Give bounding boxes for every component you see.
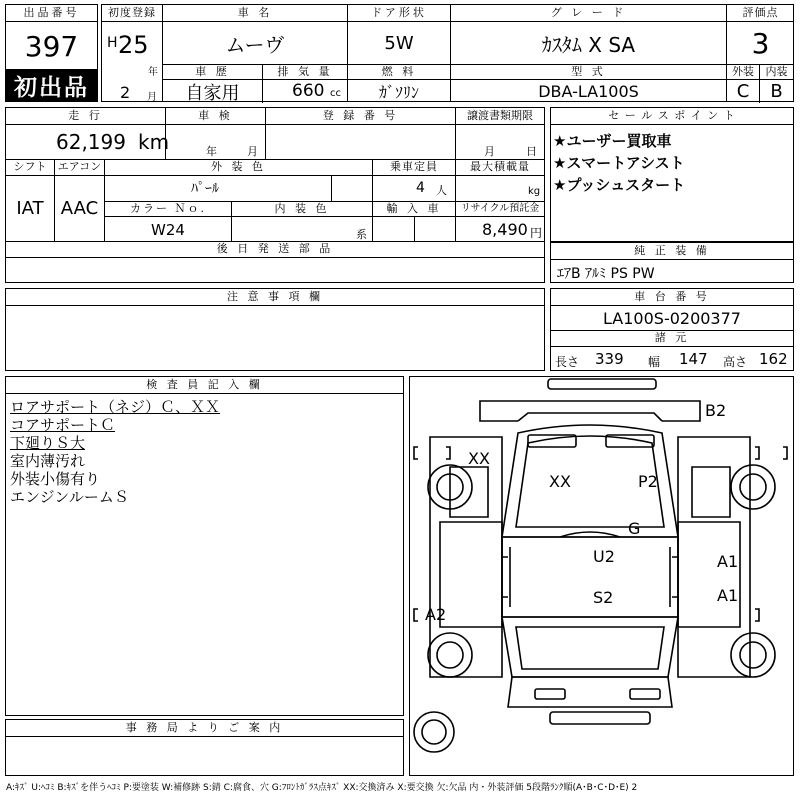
sales-point-item: ★プッシュスタート bbox=[553, 176, 686, 194]
recycle-deposit-unit: 円 bbox=[530, 226, 543, 240]
score: 3 bbox=[751, 26, 770, 60]
vehicle-detail-grid bbox=[5, 107, 545, 283]
year-unit: 年 bbox=[148, 67, 158, 78]
first-listing-badge: 初出品 bbox=[6, 69, 97, 102]
first-registration-year: 25 bbox=[118, 31, 149, 59]
transfer-deadline-label: 譲渡書類期限 bbox=[467, 109, 533, 122]
color-number-label: カラー Ｎｏ. bbox=[130, 202, 206, 215]
inspector-notes-label: 検 査 員 記 入 欄 bbox=[146, 378, 263, 391]
exterior-color-label: 外 装 色 bbox=[211, 160, 266, 173]
score-label: 評価点 bbox=[742, 6, 779, 19]
exterior-color: ﾊﾟｰﾙ bbox=[191, 181, 219, 197]
grade-label: グ レ ー ド bbox=[550, 6, 627, 19]
first-registration-label: 初度登録 bbox=[108, 6, 156, 19]
damage-mark-a1-lower: A1 bbox=[717, 586, 739, 605]
damage-mark-p2: P2 bbox=[638, 472, 658, 491]
length-label: 長さ bbox=[555, 355, 580, 369]
inspector-note-line: 外装小傷有り bbox=[10, 470, 101, 488]
interior-color-label: 内 装 色 bbox=[274, 202, 330, 215]
seating-capacity: 4 bbox=[416, 180, 425, 196]
damage-diagram-box bbox=[409, 376, 794, 776]
office-info-box bbox=[5, 719, 404, 776]
displacement: 660 bbox=[292, 81, 325, 101]
inspection-label: 車 検 bbox=[198, 109, 233, 122]
sales-point-item: ★スマートアシスト bbox=[553, 154, 685, 172]
seating-capacity-label: 乗車定員 bbox=[390, 160, 438, 173]
inspector-note-line: コアサポートＣ bbox=[10, 416, 116, 434]
damage-mark-a1-upper: A1 bbox=[717, 552, 739, 571]
interior-score-label: 内装 bbox=[765, 65, 788, 78]
inspector-note-line: 下廻りＳ大 bbox=[10, 434, 86, 452]
sales-point-item: ★ユーザー買取車 bbox=[553, 132, 672, 150]
model-code: DBA-LA100S bbox=[538, 82, 639, 101]
vehicle-history: 自家用 bbox=[185, 82, 240, 104]
length: 339 bbox=[595, 350, 624, 368]
lot-number-label: 出品番号 bbox=[23, 6, 80, 19]
inspector-note-line: 室内薄汚れ bbox=[10, 452, 86, 470]
vehicle-header-grid bbox=[101, 4, 794, 102]
damage-mark-b2: B2 bbox=[705, 401, 727, 420]
height: 162 bbox=[759, 350, 788, 368]
interior-color-unit: 系 bbox=[356, 228, 367, 241]
seating-capacity-unit: 人 bbox=[436, 184, 447, 197]
car-outline-diagram bbox=[410, 377, 793, 775]
damage-mark-s2: S2 bbox=[593, 588, 614, 607]
recycle-deposit-label: リサイクル預託金 bbox=[460, 203, 540, 214]
max-load-unit: kg bbox=[528, 186, 541, 197]
sales-points-label: セ ー ル ス ポ イ ン ト bbox=[608, 109, 736, 122]
chassis-number: LA100S-0200377 bbox=[603, 309, 741, 328]
mileage: 62,199 bbox=[56, 130, 126, 154]
first-registration-month: 2 bbox=[120, 83, 131, 102]
air-conditioner: AAC bbox=[60, 198, 99, 219]
damage-legend: A:ｷｽﾞ U:ﾍｺﾐ B:ｷｽﾞを伴うﾍｺﾐ P:要塗装 W:補修跡 S:錆 C:腐食、穴 G:ﾌﾛﾝﾄｶﾞﾗｽ点ｷｽﾞ XX:交換済み X:要交換 欠:欠品 内・外装評価 5段階ﾗﾝｸ順(A･B･C･D･E) 2 bbox=[6, 783, 638, 793]
door-type: 5W bbox=[384, 32, 414, 54]
inspector-note-line: エンジンルームＳ bbox=[10, 488, 129, 506]
transfer-month-unit: 月 bbox=[484, 145, 495, 158]
inspection-month-unit: 月 bbox=[247, 145, 258, 158]
inspector-notes-box bbox=[5, 376, 404, 716]
chassis-box bbox=[550, 288, 794, 371]
inspector-note-line: ロアサポート（ネジ）Ｃ、ＸＸ bbox=[10, 398, 221, 416]
registration-number-label: 登 録 番 号 bbox=[322, 109, 399, 122]
door-type-label: ドア形状 bbox=[371, 6, 427, 19]
air-conditioner-label: エアコン bbox=[57, 160, 102, 173]
standard-equipment-box bbox=[550, 242, 794, 283]
notes-label: 注 意 事 項 欄 bbox=[227, 290, 323, 303]
shift: IAT bbox=[16, 198, 44, 219]
damage-mark-g: G bbox=[628, 519, 641, 538]
displacement-label: 排 気 量 bbox=[277, 65, 333, 78]
damage-mark-xx-center: XX bbox=[549, 472, 571, 491]
sales-points-box bbox=[550, 107, 794, 242]
notes-box bbox=[5, 288, 545, 371]
transfer-day-unit: 日 bbox=[526, 145, 537, 158]
displacement-unit: cc bbox=[330, 88, 341, 99]
inspection-year-unit: 年 bbox=[206, 145, 217, 158]
grade: ｶｽﾀﾑ X SA bbox=[541, 32, 636, 57]
office-info-label: 事 務 局 よ り ご 案 内 bbox=[125, 721, 284, 734]
later-parts-label: 後 日 発 送 部 品 bbox=[216, 242, 334, 255]
recycle-deposit: 8,490 bbox=[482, 220, 528, 239]
lot-number-box bbox=[5, 4, 98, 102]
lot-number: 397 bbox=[24, 29, 79, 63]
damage-mark-a2: A2 bbox=[425, 605, 447, 624]
car-name: ムーヴ bbox=[225, 32, 285, 57]
mileage-unit: km bbox=[138, 130, 170, 154]
damage-mark-xx-left: XX bbox=[468, 449, 490, 468]
width-label: 幅 bbox=[648, 355, 661, 369]
vehicle-history-label: 車 歴 bbox=[195, 65, 230, 78]
width: 147 bbox=[679, 350, 708, 368]
model-code-label: 型 式 bbox=[571, 65, 606, 78]
max-load-label: 最大積載量 bbox=[470, 160, 530, 173]
shift-label: シフト bbox=[13, 160, 47, 173]
exterior-score: C bbox=[736, 81, 750, 102]
fuel: ｶﾞｿﾘﾝ bbox=[378, 83, 419, 102]
fuel-label: 燃 料 bbox=[381, 65, 417, 78]
mileage-label: 走 行 bbox=[68, 109, 103, 122]
standard-equipment: ｴｱB ｱﾙﾐ PS PW bbox=[557, 266, 655, 282]
exterior-score-label: 外装 bbox=[732, 65, 754, 78]
chassis-number-label: 車 台 番 号 bbox=[634, 290, 710, 303]
height-label: 高さ bbox=[723, 355, 748, 369]
month-unit: 月 bbox=[147, 92, 157, 103]
import-car-label: 輸 入 車 bbox=[386, 202, 442, 215]
era: H bbox=[107, 35, 118, 51]
car-name-label: 車 名 bbox=[237, 6, 273, 19]
interior-score: B bbox=[770, 81, 783, 102]
standard-equipment-label: 純 正 装 備 bbox=[634, 244, 710, 257]
specifications-label: 諸 元 bbox=[654, 331, 690, 344]
damage-mark-u2: U2 bbox=[593, 547, 615, 566]
color-number: W24 bbox=[151, 220, 185, 239]
